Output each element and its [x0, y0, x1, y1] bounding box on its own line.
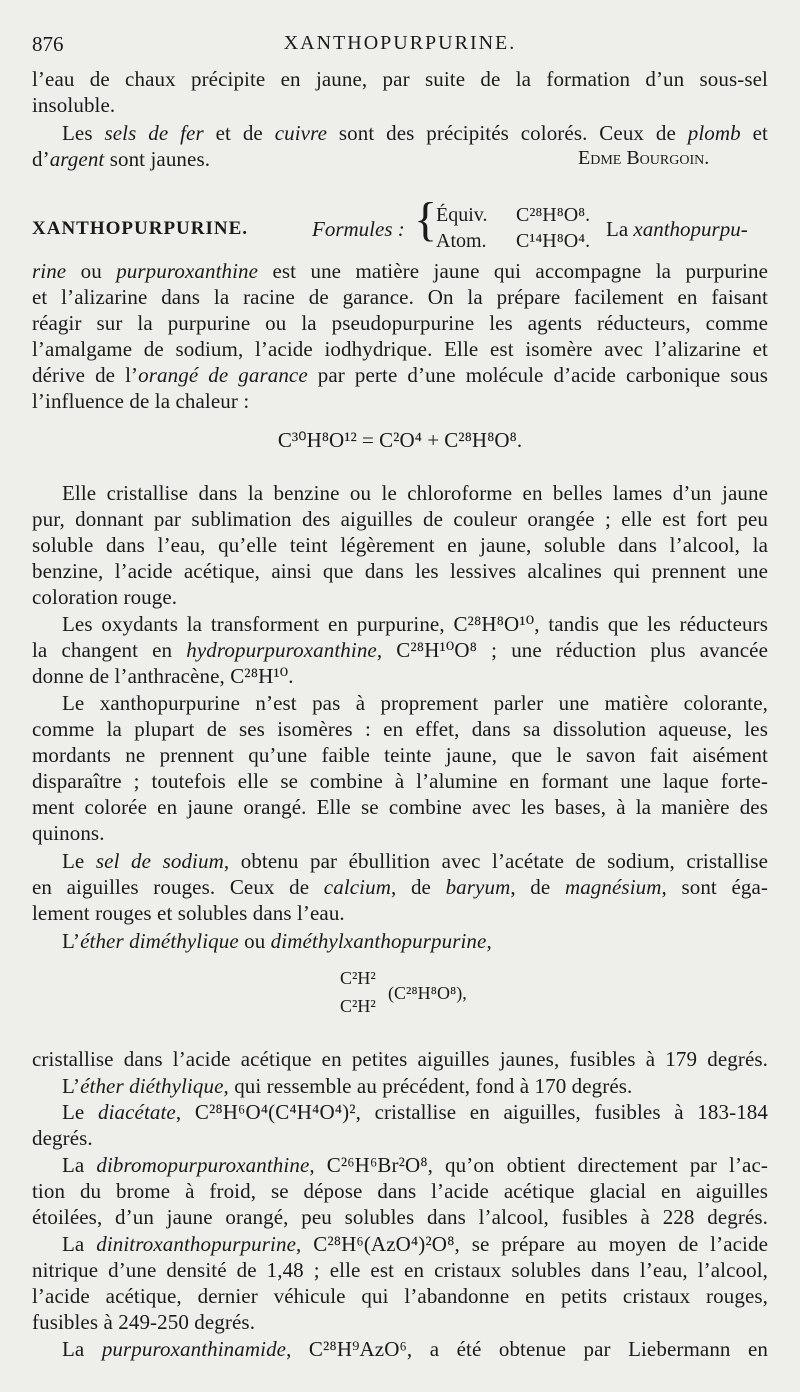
text-line: d’argent sont jaunes.: [32, 147, 211, 171]
text-line: Elle cristallise dans la benzine ou le chloroforme en belles lames d’un jaune: [62, 481, 768, 505]
text-line: fusibles à 249-250 degrés.: [32, 1310, 256, 1334]
brace-symbol: {: [414, 193, 438, 246]
text-line: l’influence de la chaleur :: [32, 389, 250, 413]
text-line: La dinitroxanthopurpurine, C²⁸H⁶(AzO⁴)²O⁸, se prépare au moyen de l’acide: [62, 1232, 768, 1256]
text-line: l’amalgame de sodium, l’acide iodhydrique. Elle est isomère avec l’alizarine et: [32, 337, 768, 361]
text-line: ment colorée en jaune orangé. Elle se combine avec les bases, à la manière des: [32, 795, 768, 819]
text-line: dérive de l’orangé de garance par perte d’une molécule d’acide carbonique sous: [32, 363, 769, 387]
formula-top: C²H²: [340, 968, 376, 988]
atom-label: Atom.: [436, 230, 487, 252]
text-line: Le xanthopurpurine n’est pas à proprement parler une matière colorante,: [62, 691, 768, 715]
running-title: XANTHOPURPURINE.: [283, 32, 517, 54]
text-line: l’acide acétique, dernier véhicule qui l’abandonne en petits cristaux rouges,: [32, 1284, 768, 1308]
text-line: coloration rouge.: [32, 585, 178, 609]
equiv-label: Équiv.: [436, 204, 488, 226]
text-line: insoluble.: [32, 93, 116, 117]
text-line: soluble dans l’eau, qu’elle teint légèrement en jaune, soluble dans l’alcool, la: [32, 533, 768, 557]
equiv-formula: C²⁸H⁸O⁸.: [516, 204, 591, 226]
formula-right: (C²⁸H⁸O⁸),: [388, 983, 467, 1003]
equation: C³⁰H⁸O¹² = C²O⁴ + C²⁸H⁸O⁸.: [277, 428, 523, 452]
text-line: nitrique d’une densité de 1,48 ; elle est en cristaux solubles dans l’eau, l’alcool,: [32, 1258, 768, 1282]
text-line: La xanthopurpu-: [606, 217, 748, 241]
text-line: benzine, l’acide acétique, ainsi que dans les lessives alcalines qui prennent une: [32, 559, 768, 583]
text-line: disparaître ; toutefois elle se combine à l’alumine en formant une laque forte-: [32, 769, 768, 793]
text-line: en aiguilles rouges. Ceux de calcium, de baryum, de magnésium, sont éga-: [32, 875, 769, 899]
text-line: pur, donnant par sublimation des aiguilles de couleur orangée ; elle est fort peu: [32, 507, 768, 531]
section-heading: XANTHOPURPURINE.: [32, 218, 249, 239]
page-number: 876: [32, 32, 64, 56]
text-line: étoilées, d’un jaune orangé, peu solubles dans l’alcool, fusibles à 228 degrés.: [32, 1205, 768, 1229]
text-line: cristallise dans l’acide acétique en petites aiguilles jaunes, fusibles à 179 degrés.: [32, 1047, 768, 1071]
text-line: la changent en hydropurpuroxanthine, C²⁸H¹⁰O⁸ ; une réduction plus avancée: [32, 638, 768, 662]
formules-label: Formules :: [312, 217, 405, 241]
text-line: l’eau de chaux précipite en jaune, par suite de la formation d’un sous-sel: [32, 67, 768, 91]
text-line: La dibromopurpuroxanthine, C²⁶H⁶Br²O⁸, qu’on obtient directement par l’ac-: [62, 1153, 768, 1177]
text-line: lement rouges et solubles dans l’eau.: [32, 901, 345, 925]
text-line: donne de l’anthracène, C²⁸H¹⁰.: [32, 664, 294, 688]
author-signature: Edme Bourgoin.: [578, 147, 710, 169]
text-line: quinons.: [32, 821, 105, 845]
text-line: rine ou purpuroxanthine est une matière jaune qui accompagne la purpurine: [32, 259, 768, 283]
text-line: mordants ne prennent qu’une faible teinte jaune, que le savon fait aisément: [32, 743, 768, 767]
text-line: comme la plupart de ses isomères : en effet, dans sa dissolution aqueuse, les: [32, 717, 768, 741]
text-line: Les sels de fer et de cuivre sont des précipités colorés. Ceux de plomb et: [62, 121, 768, 145]
text-line: degrés.: [32, 1126, 93, 1150]
text-line: tion du brome à froid, se dépose dans l’acide acétique glacial en aiguilles: [32, 1179, 768, 1203]
text-line: L’éther diéthylique, qui ressemble au précédent, fond à 170 degrés.: [62, 1074, 633, 1098]
text-line: réagir sur la purpurine ou la pseudopurpurine les agents réducteurs, comme: [32, 311, 768, 335]
text-line: Le diacétate, C²⁸H⁶O⁴(C⁴H⁴O⁴)², cristallise en aiguilles, fusibles à 183-184: [62, 1100, 768, 1124]
text-line: L’éther diméthylique ou diméthylxanthopurpurine,: [62, 929, 492, 953]
text-line: et l’alizarine dans la racine de garance. On la prépare facilement en faisant: [32, 285, 768, 309]
formula-bottom: C²H²: [340, 996, 376, 1016]
text-line: Les oxydants la transforment en purpurine, C²⁸H⁸O¹⁰, tandis que les réducteurs: [62, 612, 768, 636]
atom-formula: C¹⁴H⁸O⁴.: [516, 230, 591, 252]
text-line: La purpuroxanthinamide, C²⁸H⁹AzO⁶, a été obtenue par Liebermann en: [62, 1337, 769, 1361]
text-line: Le sel de sodium, obtenu par ébullition avec l’acétate de sodium, cristallise: [62, 849, 768, 873]
